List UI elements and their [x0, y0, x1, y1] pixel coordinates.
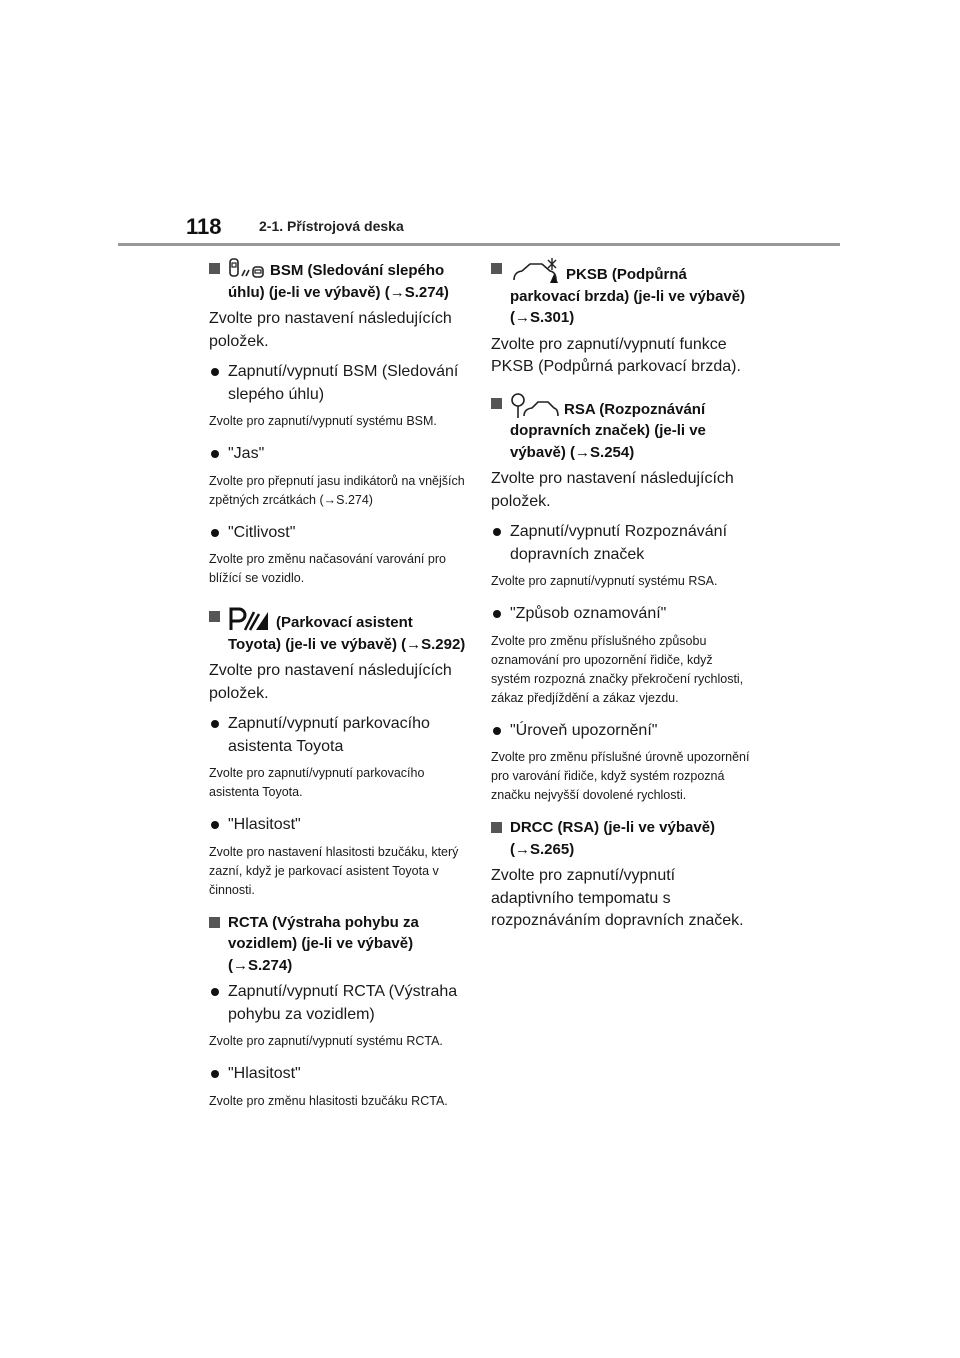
section-square-icon — [209, 263, 220, 274]
bullet-dot — [211, 821, 219, 829]
list-item — [491, 521, 753, 566]
section-heading-rsa — [491, 393, 753, 464]
list-item — [209, 443, 469, 466]
section-square-icon — [491, 398, 502, 409]
list-item-label: "Hlasitost" — [228, 1065, 301, 1082]
header-divider — [118, 243, 840, 246]
list-item-label: "Jas" — [228, 445, 265, 462]
list-item — [491, 720, 753, 743]
section-heading-text: (Parkovací asistent Toyota) (je-li ve výbavě) (→S.292) — [228, 614, 466, 653]
list-item-label: Zapnutí/vypnutí RCTA (Výstraha pohybu za vozidlem) — [228, 983, 458, 1023]
left-column — [209, 258, 469, 1123]
rsa-intro: Zvolte pro nastavení následujících položek. — [491, 470, 734, 510]
list-item — [209, 361, 469, 406]
list-item-label: Zapnutí/vypnutí parkovacího asistenta Toyota — [228, 715, 430, 755]
rsa-icon — [510, 393, 560, 419]
bullet-dot — [211, 368, 219, 376]
section-heading-pksb — [491, 258, 753, 329]
park-intro: Zvolte pro nastavení následujících položek. — [209, 662, 452, 702]
list-item-description: Zvolte pro zapnutí/vypnutí systému BSM. — [209, 414, 437, 428]
section-square-icon — [209, 917, 220, 928]
list-item-description: Zvolte pro zapnutí/vypnutí systému RCTA. — [209, 1034, 443, 1048]
section-square-icon — [491, 822, 502, 833]
section-heading-rcta — [209, 912, 469, 977]
list-item — [209, 713, 469, 758]
bullet-dot — [493, 610, 501, 618]
bullet-dot — [211, 450, 219, 458]
list-item-label: Zapnutí/vypnutí BSM (Sledování slepého úhlu) — [228, 363, 459, 403]
section-square-icon — [491, 263, 502, 274]
list-item-description: Zvolte pro přepnutí jasu indikátorů na vnějších zpětných zrcátkách (→S.274) — [209, 473, 465, 507]
list-item — [209, 1063, 469, 1086]
section-heading-bsm — [209, 258, 469, 303]
section-heading-text: RSA (Rozpoznávání dopravních značek) (je-li ve výbavě) (→S.254) — [510, 400, 706, 461]
list-item-description: Zvolte pro zapnutí/vypnutí parkovacího asistenta Toyota. — [209, 766, 425, 799]
list-item-label: "Hlasitost" — [228, 816, 301, 833]
list-item-label: "Úroveň upozornění" — [510, 721, 658, 739]
list-item — [209, 981, 469, 1026]
list-item — [209, 814, 469, 837]
pksb-intro: Zvolte pro zapnutí/vypnutí funkce PKSB (Podpůrná parkovací brzda). — [491, 335, 741, 375]
section-heading-text: RCTA (Výstraha pohybu za vozidlem) (je-li ve výbavě) (→S.274) — [228, 913, 419, 974]
list-item-description: Zvolte pro změnu příslušného způsobu oznamování pro upozornění řidiče, když systém rozpozná značky překročení rychlosti, zákaz předjíždění a zákaz vjezdu. — [491, 633, 744, 705]
list-item-description: Zvolte pro změnu hlasitosti bzučáku RCTA. — [209, 1093, 448, 1108]
list-item-label: "Způsob oznamování" — [510, 605, 667, 622]
bsm-intro: Zvolte pro nastavení následujících položek. — [209, 310, 452, 350]
bullet-dot — [493, 528, 501, 536]
list-item-description: Zvolte pro nastavení hlasitosti bzučáku, který zazní, když je parkovací asistent Toyota v činnosti. — [209, 844, 459, 897]
page-number: 118 — [186, 214, 222, 239]
list-item — [491, 603, 753, 626]
bullet-dot — [211, 720, 219, 728]
list-item-description: Zvolte pro zapnutí/vypnutí systému RSA. — [491, 574, 718, 588]
right-column — [491, 258, 753, 941]
bullet-dot — [211, 529, 219, 537]
list-item-description: Zvolte pro změnu načasování varování pro blížící se vozidlo. — [209, 552, 446, 585]
section-heading-text: DRCC (RSA) (je-li ve výbavě) (→S.265) — [510, 819, 716, 858]
bullet-dot — [211, 1070, 219, 1078]
bullet-dot — [493, 727, 501, 735]
bsm-icon — [228, 258, 266, 280]
pksb-icon — [510, 258, 562, 284]
list-item-description: Zvolte pro změnu příslušné úrovně upozornění pro varování řidiče, když systém rozpozná značku nejvyšší dovolené rychlosti. — [491, 750, 750, 802]
section-heading-parking-assist — [209, 606, 469, 655]
section-square-icon — [209, 611, 220, 622]
section-heading-text: PKSB (Podpůrná parkovací brzda) (je-li ve výbavě) (→S.301) — [510, 266, 746, 326]
section-heading-text: BSM (Sledování slepého úhlu) (je-li ve výbavě) (→S.274) — [228, 262, 449, 301]
list-item — [209, 522, 469, 545]
bullet-dot — [211, 988, 219, 996]
section-heading-drcc — [491, 817, 753, 860]
list-item-label: "Citlivost" — [228, 523, 296, 541]
parking-assist-icon — [228, 606, 272, 632]
chapter-title: 2-1. Přístrojová deska — [259, 218, 404, 234]
list-item-label: Zapnutí/vypnutí Rozpoznávání dopravních značek — [510, 523, 728, 563]
drcc-intro: Zvolte pro zapnutí/vypnutí adaptivního tempomatu s rozpoznáváním dopravních značek. — [491, 867, 744, 929]
